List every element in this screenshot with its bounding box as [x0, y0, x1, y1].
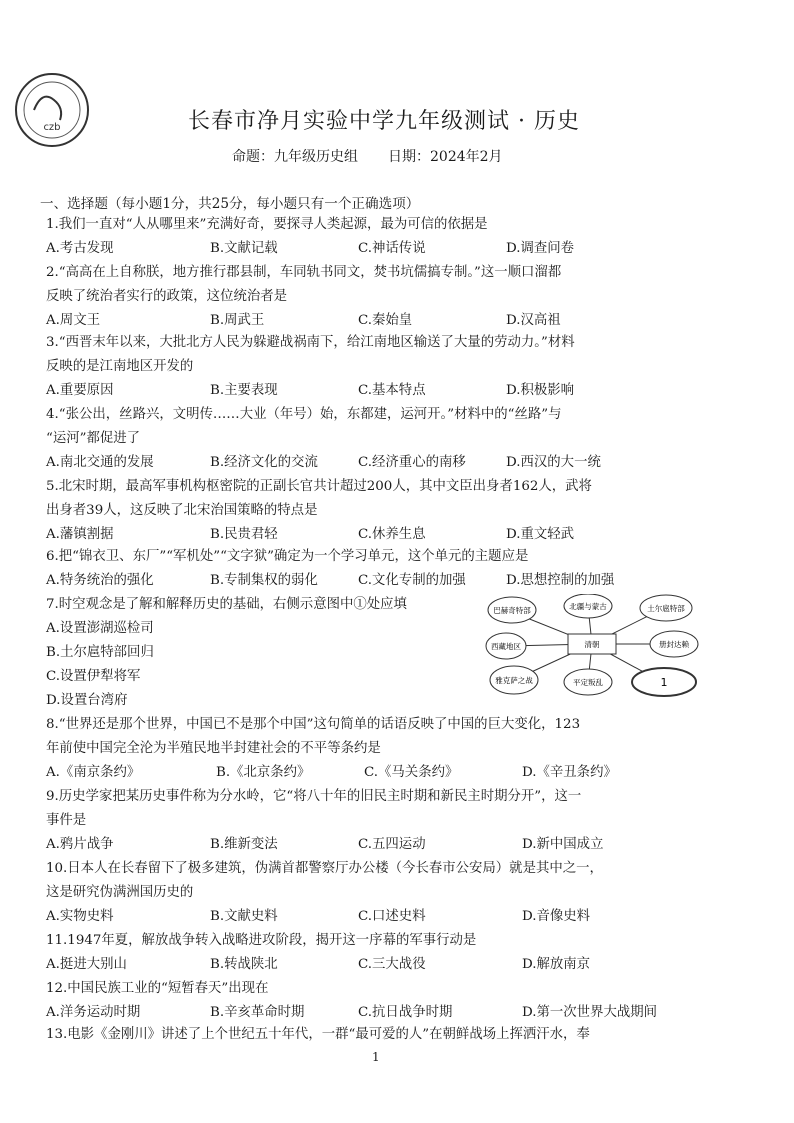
option: D.积极影响: [506, 383, 575, 398]
question-stem: 4.“张公出，丝路兴，文明传……大业（年号）始，东都建，运河开。”材料中的“丝路”与: [46, 407, 562, 422]
option: B.土尔扈特部回归: [46, 645, 154, 660]
option: D.思想控制的加强: [506, 573, 615, 588]
diagram-node: 西藏地区: [491, 642, 521, 651]
svg-text:czb: czb: [43, 122, 61, 133]
diagram-node: 巴赫奇特部: [493, 606, 531, 615]
option: B.周武王: [210, 313, 265, 328]
option: A.特务统治的强化: [46, 573, 154, 588]
option: B.文献史料: [210, 909, 278, 924]
option: C.休养生息: [358, 527, 426, 542]
question-stem: 事件是: [46, 813, 87, 828]
option: B.辛亥革命时期: [210, 1005, 305, 1020]
timeline-diagram: [484, 594, 700, 698]
option: B.转战陕北: [210, 957, 278, 972]
diagram-node: 雅克萨之战: [495, 676, 533, 685]
option: C.五四运动: [358, 837, 426, 852]
question-stem: 13.电影《金刚川》讲述了上个世纪五十年代，一群“最可爱的人”在朝鲜战场上挥洒汗水，奉: [46, 1027, 590, 1042]
option: C.经济重心的南移: [358, 455, 466, 470]
option: C.秦始皇: [358, 313, 413, 328]
option: B.《北京条约》: [216, 765, 311, 780]
option: B.专制集权的弱化: [210, 573, 318, 588]
option: B.经济文化的交流: [210, 455, 318, 470]
question-stem: 7.时空观念是了解和解释历史的基础，右侧示意图中①处应填: [46, 597, 407, 612]
option: A.重要原因: [46, 383, 114, 398]
option: D.《辛丑条约》: [522, 765, 617, 780]
option: A.《南京条约》: [46, 765, 141, 780]
option: A.考古发现: [46, 241, 114, 256]
option: B.民贵君轻: [210, 527, 278, 542]
question-stem: 9.历史学家把某历史事件称为分水岭，它“将八十年的旧民主时期和新民主时期分开”，这一: [46, 789, 582, 804]
option: D.西汉的大一统: [506, 455, 601, 470]
question-stem: 8.“世界还是那个世界，中国已不是那个中国”这句简单的话语反映了中国的巨大变化，123: [46, 717, 581, 732]
question-stem: 12.中国民族工业的“短暂春天”出现在: [46, 981, 269, 996]
option: A.周文王: [46, 313, 101, 328]
option: D.汉高祖: [506, 313, 561, 328]
question-stem: 1.我们一直对“人从哪里来”充满好奇，要探寻人类起源，最为可信的依据是: [46, 217, 488, 232]
option: D.音像史料: [522, 909, 591, 924]
option: A.南北交通的发展: [46, 455, 154, 470]
diagram-node: 土尔扈特部: [647, 604, 685, 613]
option: C.文化专制的加强: [358, 573, 466, 588]
question-stem: 这是研究伪满洲国历史的: [46, 885, 194, 900]
question-stem: 3.“西晋末年以来，大批北方人民为躲避战祸南下，给江南地区输送了大量的劳动力。”材料: [46, 335, 575, 350]
exam-title: 长春市净月实验中学九年级测试 · 历史: [188, 109, 580, 134]
option: C.基本特点: [358, 383, 426, 398]
option: C.神话传说: [358, 241, 426, 256]
option: B.主要表现: [210, 383, 278, 398]
option: D.重文轻武: [506, 527, 575, 542]
option: C.三大战役: [358, 957, 426, 972]
question-stem: 6.把“锦衣卫、东厂”“军机处”“文字狱”确定为一个学习单元，这个单元的主题应是: [46, 549, 529, 564]
option: D.解放南京: [522, 957, 591, 972]
option: A.鸦片战争: [46, 837, 114, 852]
question-stem: 10.日本人在长春留下了极多建筑，伪满首都警察厅办公楼（今长春市公安局）就是其中之一，: [46, 861, 603, 876]
option: B.文献记载: [210, 241, 278, 256]
option: D.设置台湾府: [46, 693, 128, 708]
option: A.设置澎湖巡检司: [46, 621, 154, 636]
diagram-center: 清朝: [584, 640, 600, 649]
option: A.藩镇割据: [46, 527, 114, 542]
option: C.抗日战争时期: [358, 1005, 453, 1020]
option: C.设置伊犁将军: [46, 669, 141, 684]
option: D.第一次世界大战期间: [522, 1005, 658, 1020]
diagram-blank: 1: [660, 676, 668, 689]
option: D.调查问卷: [506, 241, 575, 256]
diagram-node: 平定叛乱: [573, 678, 603, 687]
exam-date: 日期：2024年2月: [388, 149, 503, 165]
option: B.维新变法: [210, 837, 278, 852]
question-stem: 2.“高高在上自称朕，地方推行郡县制，车同轨书同文，焚书坑儒搞专制。”这一顺口溜都: [46, 265, 562, 280]
option: A.洋务运动时期: [46, 1005, 141, 1020]
option: C.口述史料: [358, 909, 426, 924]
exam-author: 命题：九年级历史组: [232, 149, 358, 165]
question-stem: 5.北宋时期，最高军事机构枢密院的正副长官共计超过200人，其中文臣出身者162人，武将: [46, 479, 592, 494]
option: D.新中国成立: [522, 837, 604, 852]
school-seal-logo: [12, 70, 92, 150]
diagram-node: 册封达赖: [659, 640, 689, 649]
diagram-node: 北疆与蒙古: [569, 602, 607, 611]
page-number: 1: [372, 1050, 380, 1064]
section-heading: 一、选择题（每小题1分，共25分，每小题只有一个正确选项）: [40, 196, 420, 212]
option: A.实物史料: [46, 909, 114, 924]
option: C.《马关条约》: [364, 765, 459, 780]
question-stem: 年前使中国完全沦为半殖民地半封建社会的不平等条约是: [46, 741, 381, 756]
question-stem: 11.1947年夏，解放战争转入战略进攻阶段，揭开这一序幕的军事行动是: [46, 933, 477, 948]
option: A.挺进大别山: [46, 957, 127, 972]
question-stem: “运河”都促进了: [46, 431, 141, 446]
question-stem: 反映的是江南地区开发的: [46, 359, 194, 374]
question-stem: 反映了统治者实行的政策，这位统治者是: [46, 289, 288, 304]
question-stem: 出身者39人，这反映了北宋治国策略的特点是: [46, 503, 318, 518]
